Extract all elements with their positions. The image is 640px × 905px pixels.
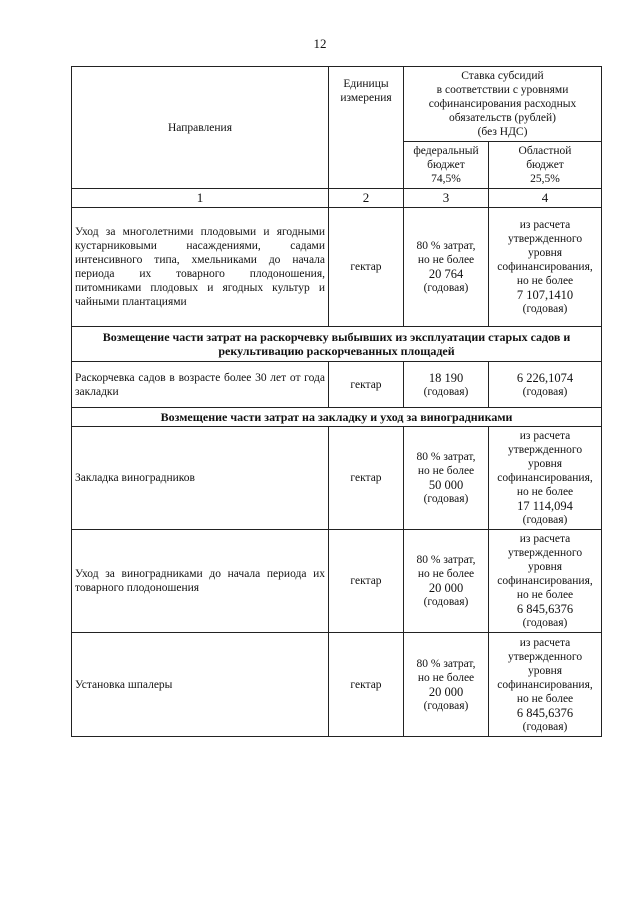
federal-rate-cell: 80 % затрат, но не более 20 000 (годовая) [404,633,489,737]
regional-rate-cell: из расчета утвержденного уровня софинансирования, но не более 6 845,6376 (годовая) [489,633,602,737]
direction-cell: Уход за виноградниками до начала периода их товарного плодоношения [72,530,329,633]
federal-rate-cell: 18 190 (годовая) [404,362,489,408]
section-header-row [72,408,602,427]
section-title-uprooting: Возмещение части затрат на раскорчевку выбывших из эксплуатации старых садов и рекультивацию раскорчеванных площадей [72,327,602,362]
regional-rate-cell: из расчета утвержденного уровня софинансирования, но не более 7 107,1410 (годовая) [489,208,602,327]
table-row [72,208,602,327]
section-header-row [72,327,602,362]
page-number: 12 [313,36,327,51]
table-row [72,362,602,408]
table-row [72,530,602,633]
federal-rate-cell: 80 % затрат, но не более 50 000 (годовая) [404,427,489,530]
header-directions: Направления [72,67,329,189]
direction-cell: Раскорчевка садов в возрасте более 30 лет от года закладки [72,362,329,408]
direction-cell: Закладка виноградников [72,427,329,530]
column-index: 1 [72,189,329,208]
unit-cell: гектар [329,530,404,633]
unit-cell: гектар [329,633,404,737]
table-row [72,633,602,737]
column-index: 3 [404,189,489,208]
header-federal-budget: федеральный бюджет 74,5% [404,142,489,189]
regional-rate-cell: из расчета утвержденного уровня софинансирования, но не более 6 845,6376 (годовая) [489,530,602,633]
unit-cell: гектар [329,427,404,530]
regional-rate-cell: из расчета утвержденного уровня софинансирования, но не более 17 114,094 (годовая) [489,427,602,530]
direction-cell: Установка шпалеры [72,633,329,737]
unit-cell: гектар [329,208,404,327]
federal-rate-cell: 80 % затрат, но не более 20 000 (годовая) [404,530,489,633]
header-units: Единицы измерения [329,67,404,189]
header-regional-budget: Областной бюджет 25,5% [489,142,602,189]
header-rate: Ставка субсидий в соответствии с уровнями софинансирования расходных обязательств (рублей) (без НДС) [404,67,602,142]
column-index-row [72,189,602,208]
direction-cell: Уход за многолетними плодовыми и ягодными кустарниковыми насаждениями, садами интенсивного типа, хмельниками до начала периода их товарного плодоношения, питомниками плодовых и ягодных культур и чайными плантациями [72,208,329,327]
unit-cell: гектар [329,362,404,408]
column-index: 4 [489,189,602,208]
subsidy-rates-table [71,66,602,737]
section-title-vineyards: Возмещение части затрат на закладку и уход за виноградниками [72,408,602,427]
table-row [72,427,602,530]
regional-rate-cell: 6 226,1074 (годовая) [489,362,602,408]
column-index: 2 [329,189,404,208]
federal-rate-cell: 80 % затрат, но не более 20 764 (годовая) [404,208,489,327]
